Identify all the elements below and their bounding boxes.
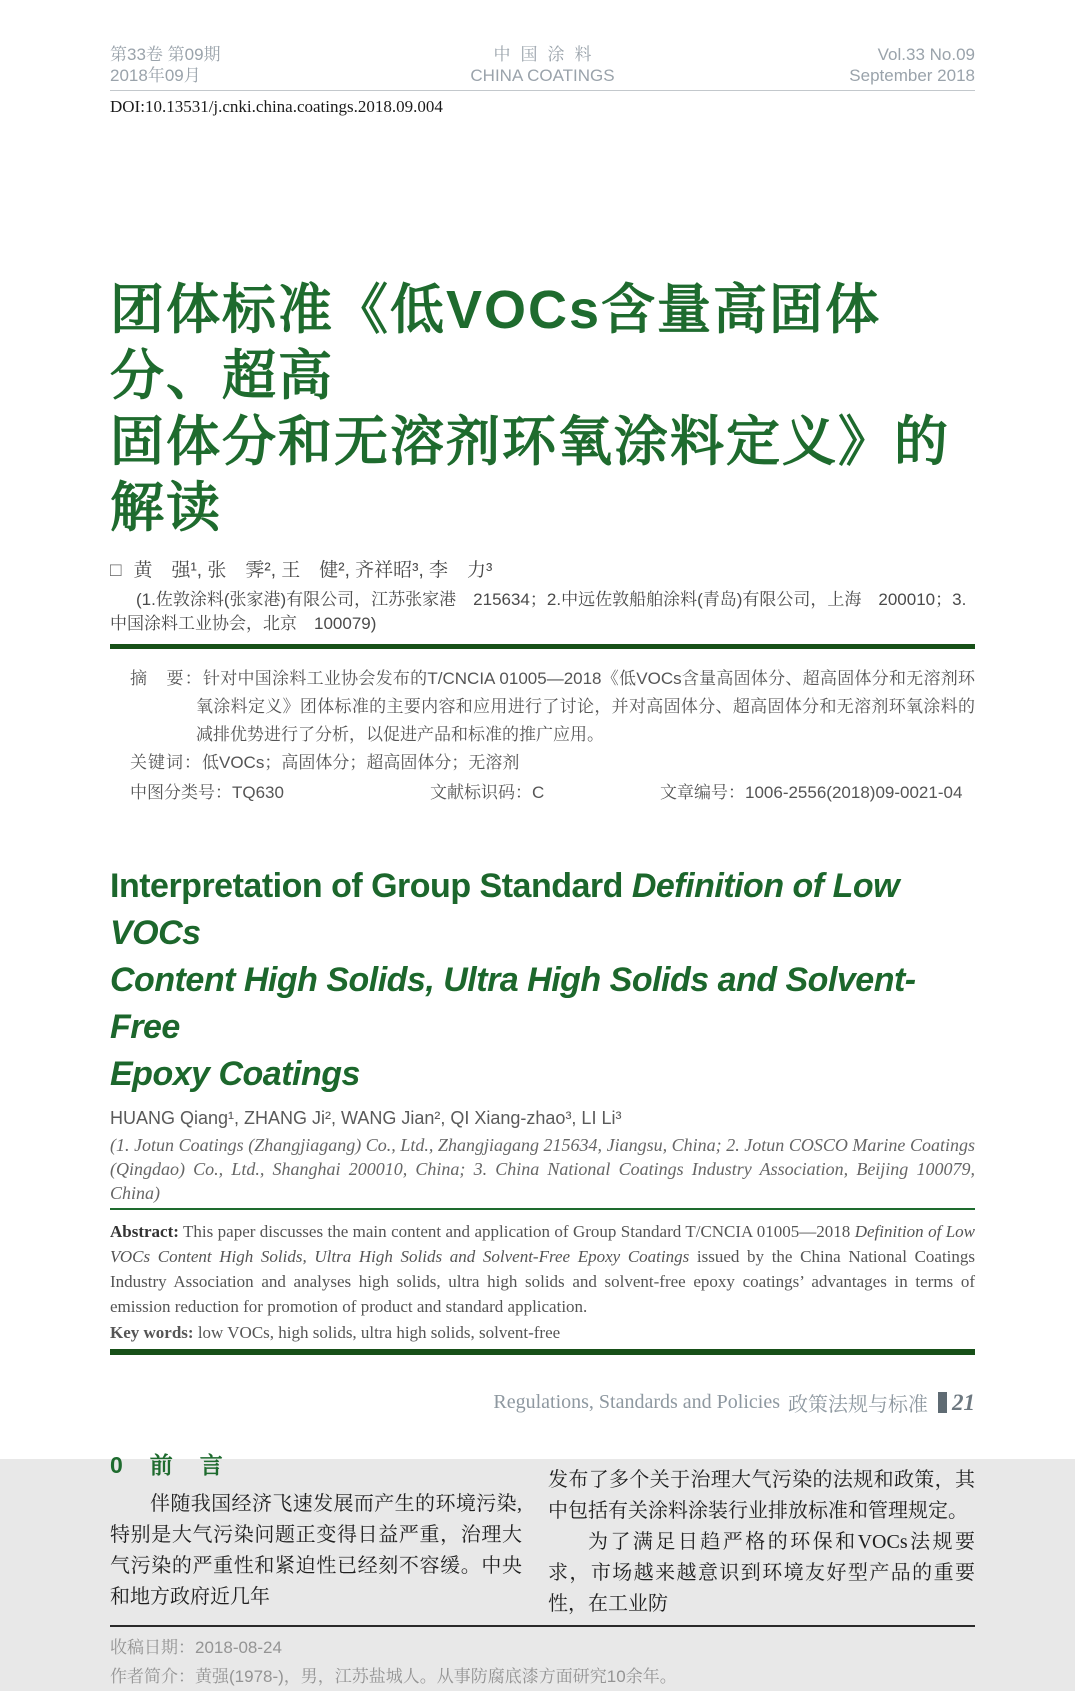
- affiliation-cn: (1.佐敦涂料(张家港)有限公司，江苏张家港 215634；2.中远佐敦船舶涂料(青岛)有限公司，上海 200010；3.中国涂料工业协会，北京 100079): [110, 590, 967, 633]
- footer-section-en: Regulations, Standards and Policies: [493, 1391, 780, 1413]
- abstract-block-cn: [130, 665, 975, 807]
- footnote-block: [110, 1625, 975, 1691]
- title-en-italic: Definition of Low VOCs: [110, 867, 900, 952]
- abstract-en-before: This paper discusses the main content and application of Group Standard T/CNCIA 01005—2018: [178, 1222, 855, 1241]
- section-heading-0: 0 前 言: [110, 1452, 225, 1478]
- authors-cn: [110, 555, 975, 582]
- volume-issue-en: Vol.33 No.09: [877, 45, 975, 64]
- body-columns: [110, 1447, 975, 1620]
- title-en-italic: Content High Solids, Ultra High Solids and Solvent-Free: [110, 961, 916, 1046]
- doi-line: DOI:10.13531/j.cnki.china.coatings.2018.09.004: [110, 97, 443, 116]
- article-title-en-line3: [110, 1051, 975, 1098]
- authors-en: HUANG Qiang¹, ZHANG Ji², WANG Jian², QI Xiang-zhao³, LI Li³: [110, 1108, 622, 1128]
- body-column-left: [110, 1447, 522, 1620]
- article-title-cn-line1: 团体标准《低VOCs含量高固体分、超高: [110, 280, 882, 406]
- header-right: [615, 44, 975, 86]
- abstract-en: [110, 1219, 975, 1319]
- keywords-cn: [130, 749, 975, 777]
- journal-title-en: CHINA COATINGS: [470, 66, 615, 85]
- keywords-cn-label: 关键词：: [130, 753, 202, 772]
- title-en-upright: Interpretation of Group Standard: [110, 867, 632, 905]
- body-column-right: [548, 1447, 975, 1620]
- meta-row: [130, 779, 975, 807]
- article-title-cn-line2: 固体分和无溶剂环氧涂料定义》的解读: [110, 412, 950, 538]
- footer-bar-icon: [938, 1392, 947, 1413]
- footnote-received-date: 收稿日期：2018-08-24: [110, 1638, 282, 1657]
- article-title-en-line1: [110, 863, 975, 957]
- paragraph-right-1: 发布了多个关于治理大气污染的法规和政策，其中包括有关涂料涂装行业排放标准和管理规定。: [548, 1469, 975, 1522]
- abstract-en-after: issued by the China National Coatings Industry Association and analyses high solids, ultra high solids and solvent-free epoxy coatings’ advantages in terms of emission reduction for promotion of product and standard application.: [110, 1247, 976, 1316]
- journal-header: [110, 0, 975, 91]
- paragraph-right-2: 为了满足日趋严格的环保和VOCs法规要求，市场越来越意识到环境友好型产品的重要性，在工业防: [548, 1531, 975, 1615]
- footnote-author-bio: 作者简介：黄强(1978-)，男，江苏盐城人。从事防腐底漆方面研究10余年。: [110, 1667, 677, 1686]
- title-en-italic: Epoxy Coatings: [110, 1055, 360, 1093]
- author-marker-square: □: [110, 560, 122, 581]
- header-center: [470, 44, 614, 86]
- affiliation-en: (1. Jotun Coatings (Zhangjiagang) Co., Ltd., Zhangjiagang 215634, Jiangsu, China; 2. Jotun COSCO Marine Coatings (Qingdao) Co., Ltd., Shanghai 200010, China; 3. China National Coatings Industry Association, Beijing 100079, China): [110, 1135, 975, 1203]
- issue-date-en: September 2018: [849, 66, 975, 85]
- paragraph-left-1: 伴随我国经济飞速发展而产生的环境污染, 特别是大气污染问题正变得日益严重，治理大气污染的严重性和紧迫性已经刻不容缓。中央和地方政府近几年: [110, 1493, 522, 1608]
- abstract-cn-text: 针对中国涂料工业协会发布的T/CNCIA 01005—2018《低VOCs含量高固体分、超高固体分和无溶剂环氧涂料定义》团体标准的主要内容和应用进行了讨论，并对高固体分、超高固体分和无溶剂环氧涂料的减排优势进行了分析，以促进产品和标准的推广应用。: [196, 669, 975, 744]
- journal-title-cn: 中国涂料: [493, 45, 602, 64]
- article-title-en: [110, 863, 975, 1098]
- abstract-cn-label: 摘 要：: [130, 669, 204, 688]
- divider-thick-top: [110, 644, 975, 649]
- meta-article-id: 文章编号：1006-2556(2018)09-0021-04: [660, 783, 963, 802]
- divider-thick-bottom: [110, 1349, 975, 1355]
- footer-section-cn: 政策法规与标准: [788, 1394, 928, 1416]
- abstract-en-label: Abstract:: [110, 1222, 179, 1241]
- keywords-en-label: Key words:: [110, 1323, 194, 1342]
- issue-date-cn: 2018年09月: [110, 66, 201, 85]
- keywords-cn-text: 低VOCs；高固体分；超高固体分；无溶剂: [202, 753, 520, 772]
- abstract-cn: [130, 665, 975, 749]
- abstract-en-standard-title: Definition of Low VOCs Content High Solids, Ultra High Solids and Solvent-Free Epoxy Coatings: [110, 1222, 975, 1266]
- divider-thin-green: [110, 1208, 975, 1210]
- keywords-en: [110, 1320, 975, 1345]
- page-number: 21: [952, 1389, 975, 1415]
- header-left: [110, 44, 470, 86]
- page-footer: [493, 1388, 975, 1417]
- volume-issue-cn: 第33卷 第09期: [110, 45, 221, 64]
- meta-doc-code: 文献标识码：C: [430, 783, 545, 802]
- article-title-en-line2: [110, 957, 975, 1051]
- meta-clc: 中图分类号：TQ630: [130, 783, 284, 802]
- author-names-cn: 黄 强¹, 张 霁², 王 健², 齐祥昭³, 李 力³: [133, 560, 493, 581]
- article-title-cn: [110, 277, 975, 541]
- keywords-en-text: low VOCs, high solids, ultra high solids, solvent-free: [193, 1323, 561, 1342]
